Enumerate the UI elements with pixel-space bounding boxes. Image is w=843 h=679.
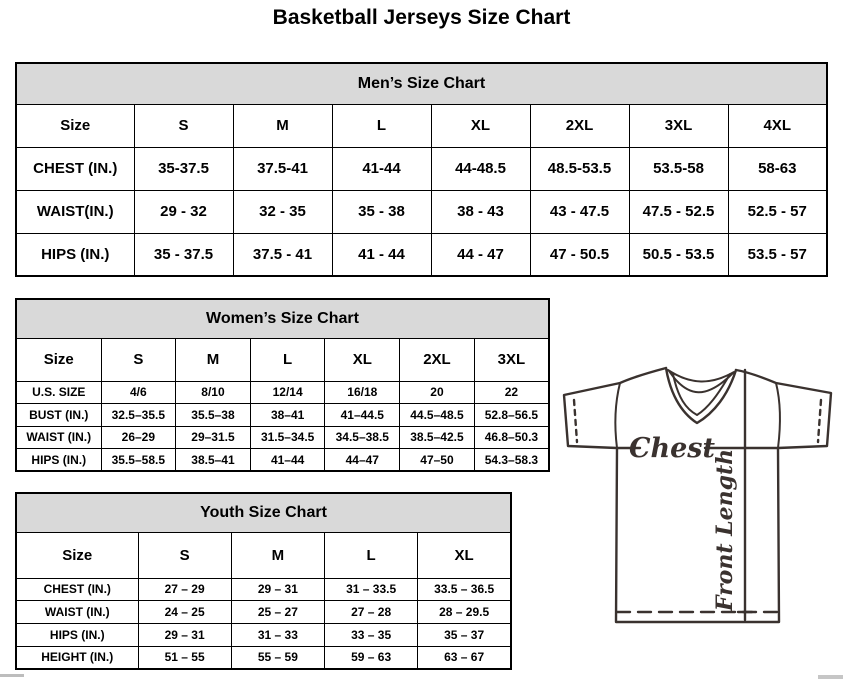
value-cell: 41 - 44 — [332, 233, 431, 276]
value-cell: 35 - 38 — [332, 190, 431, 233]
value-cell: 41-44 — [332, 147, 431, 190]
value-cell: 51 – 55 — [138, 646, 231, 669]
row-label: HIPS (IN.) — [16, 449, 101, 472]
value-cell: 31.5–34.5 — [250, 426, 325, 449]
row-label: CHEST (IN.) — [16, 147, 134, 190]
value-cell: 55 – 59 — [231, 646, 324, 669]
section-title: Men’s Size Chart — [16, 63, 827, 104]
value-cell: 59 – 63 — [325, 646, 418, 669]
value-cell: 29–31.5 — [176, 426, 251, 449]
value-cell: 46.8–50.3 — [474, 426, 549, 449]
row-label: WAIST(IN.) — [16, 190, 134, 233]
jersey-outline-icon — [564, 368, 831, 622]
size-column-header: M — [233, 104, 332, 147]
row-label: HIPS (IN.) — [16, 233, 134, 276]
value-cell: 35.5–58.5 — [101, 449, 176, 472]
size-column-header: XL — [431, 104, 530, 147]
value-cell: 33 – 35 — [325, 624, 418, 647]
value-cell: 27 – 29 — [138, 578, 231, 601]
value-cell: 58-63 — [728, 147, 827, 190]
value-cell: 38.5–41 — [176, 449, 251, 472]
womens-size-table — [15, 298, 550, 472]
value-cell: 29 – 31 — [138, 624, 231, 647]
value-cell: 41–44.5 — [325, 404, 400, 427]
row-label: CHEST (IN.) — [16, 578, 138, 601]
value-cell: 35-37.5 — [134, 147, 233, 190]
value-cell: 37.5-41 — [233, 147, 332, 190]
value-cell: 44-48.5 — [431, 147, 530, 190]
value-cell: 48.5-53.5 — [530, 147, 629, 190]
size-label-cell: Size — [16, 104, 134, 147]
value-cell: 26–29 — [101, 426, 176, 449]
value-cell: 54.3–58.3 — [474, 449, 549, 472]
value-cell: 12/14 — [250, 381, 325, 404]
size-column-header: 4XL — [728, 104, 827, 147]
size-label-cell: Size — [16, 338, 101, 381]
value-cell: 47.5 - 52.5 — [629, 190, 728, 233]
size-column-header: XL — [418, 532, 511, 578]
size-label-cell: Size — [16, 532, 138, 578]
value-cell: 43 - 47.5 — [530, 190, 629, 233]
value-cell: 38–41 — [250, 404, 325, 427]
table-row — [16, 147, 827, 190]
size-column-header: 2XL — [400, 338, 475, 381]
value-cell: 33.5 – 36.5 — [418, 578, 511, 601]
size-column-header: 3XL — [474, 338, 549, 381]
row-label: WAIST (IN.) — [16, 601, 138, 624]
mens-size-table — [15, 62, 828, 277]
size-column-header: M — [176, 338, 251, 381]
value-cell: 20 — [400, 381, 475, 404]
value-cell: 32.5–35.5 — [101, 404, 176, 427]
jersey-measurement-diagram — [556, 362, 842, 628]
horizontal-scrollbar-fragment-left[interactable] — [0, 674, 24, 677]
size-column-header: L — [332, 104, 431, 147]
value-cell: 35.5–38 — [176, 404, 251, 427]
value-cell: 35 - 37.5 — [134, 233, 233, 276]
value-cell: 44–47 — [325, 449, 400, 472]
size-column-header: L — [325, 532, 418, 578]
table-row — [16, 426, 549, 449]
value-cell: 52.8–56.5 — [474, 404, 549, 427]
value-cell: 50.5 - 53.5 — [629, 233, 728, 276]
table-row — [16, 381, 549, 404]
value-cell: 27 – 28 — [325, 601, 418, 624]
value-cell: 53.5-58 — [629, 147, 728, 190]
front-length-label: Front Length — [712, 448, 738, 612]
section-title: Women’s Size Chart — [16, 299, 549, 338]
page-title: Basketball Jerseys Size Chart — [272, 6, 571, 29]
value-cell: 44 - 47 — [431, 233, 530, 276]
size-column-header: L — [250, 338, 325, 381]
size-column-header: XL — [325, 338, 400, 381]
value-cell: 38 - 43 — [431, 190, 530, 233]
table-row — [16, 578, 511, 601]
value-cell: 28 – 29.5 — [418, 601, 511, 624]
value-cell: 16/18 — [325, 381, 400, 404]
youth-size-table — [15, 492, 512, 670]
row-label: U.S. SIZE — [16, 381, 101, 404]
row-label: WAIST (IN.) — [16, 426, 101, 449]
value-cell: 63 – 67 — [418, 646, 511, 669]
horizontal-scrollbar-fragment-right[interactable] — [818, 675, 843, 679]
size-column-header: S — [138, 532, 231, 578]
row-label: HIPS (IN.) — [16, 624, 138, 647]
table-row — [16, 404, 549, 427]
size-column-header: S — [134, 104, 233, 147]
value-cell: 22 — [474, 381, 549, 404]
value-cell: 47 - 50.5 — [530, 233, 629, 276]
row-label: HEIGHT (IN.) — [16, 646, 138, 669]
table-row — [16, 624, 511, 647]
value-cell: 47–50 — [400, 449, 475, 472]
value-cell: 29 – 31 — [231, 578, 324, 601]
value-cell: 37.5 - 41 — [233, 233, 332, 276]
table-row — [16, 601, 511, 624]
size-column-header: S — [101, 338, 176, 381]
value-cell: 31 – 33 — [231, 624, 324, 647]
value-cell: 31 – 33.5 — [325, 578, 418, 601]
value-cell: 8/10 — [176, 381, 251, 404]
value-cell: 34.5–38.5 — [325, 426, 400, 449]
value-cell: 32 - 35 — [233, 190, 332, 233]
table-row — [16, 449, 549, 472]
value-cell: 29 - 32 — [134, 190, 233, 233]
value-cell: 24 – 25 — [138, 601, 231, 624]
value-cell: 44.5–48.5 — [400, 404, 475, 427]
value-cell: 38.5–42.5 — [400, 426, 475, 449]
value-cell: 35 – 37 — [418, 624, 511, 647]
table-row — [16, 233, 827, 276]
value-cell: 52.5 - 57 — [728, 190, 827, 233]
value-cell: 41–44 — [250, 449, 325, 472]
size-column-header: M — [231, 532, 324, 578]
value-cell: 25 – 27 — [231, 601, 324, 624]
chest-label: Chest — [629, 433, 715, 464]
value-cell: 4/6 — [101, 381, 176, 404]
size-column-header: 2XL — [530, 104, 629, 147]
table-row — [16, 190, 827, 233]
value-cell: 53.5 - 57 — [728, 233, 827, 276]
section-title: Youth Size Chart — [16, 493, 511, 532]
size-column-header: 3XL — [629, 104, 728, 147]
table-row — [16, 646, 511, 669]
row-label: BUST (IN.) — [16, 404, 101, 427]
